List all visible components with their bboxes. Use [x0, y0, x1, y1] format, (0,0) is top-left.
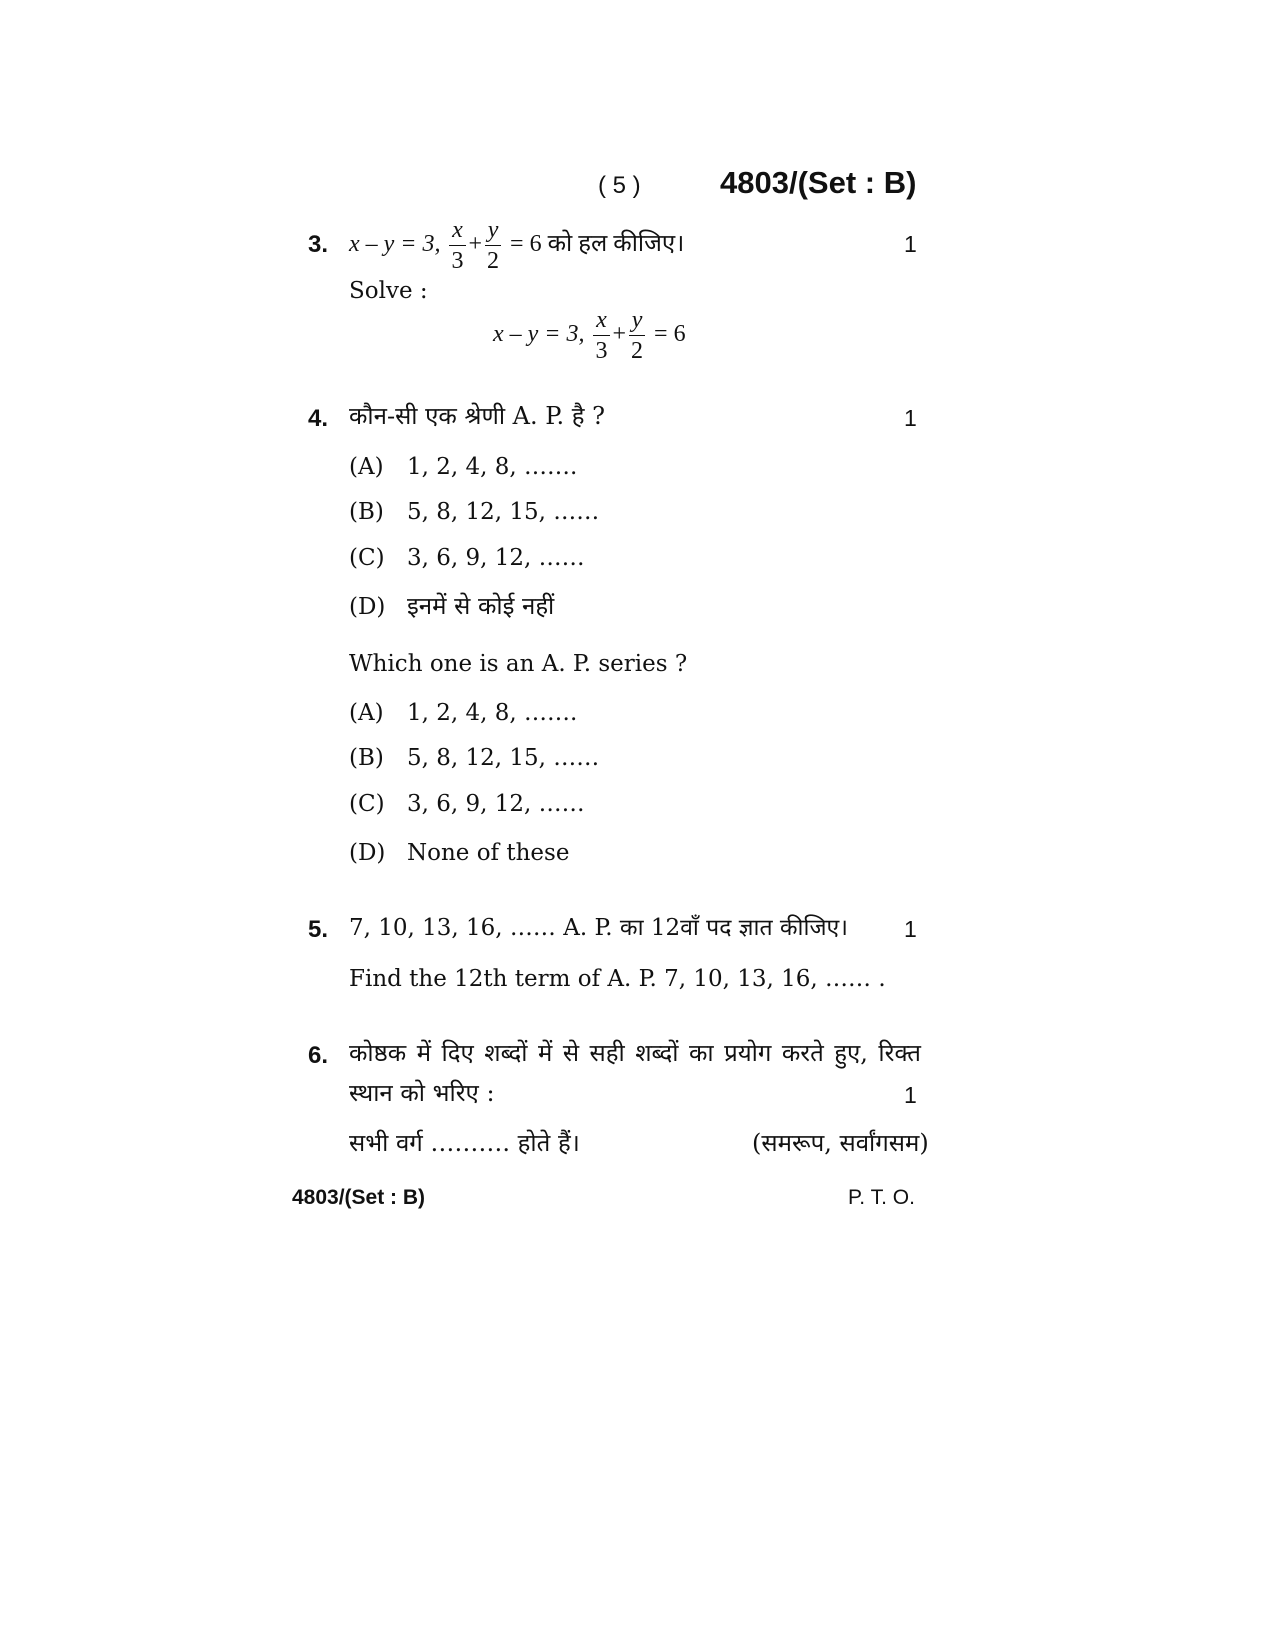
option-c [349, 789, 585, 819]
option-b [349, 497, 599, 527]
option-label: (D) [349, 594, 386, 620]
frac-numerator: x [593, 308, 610, 336]
q6-hindi-line2: स्थान को भरिए : [349, 1079, 495, 1107]
option-b [349, 743, 599, 773]
footer-code: 4803/(Set : B) [292, 1186, 426, 1209]
frac-denominator: 3 [451, 248, 464, 274]
question-number: 6. [308, 1042, 329, 1069]
q3-rhs: = 6 [654, 321, 686, 348]
q3-lhs: x – y = 3, [349, 231, 441, 258]
marks: 1 [904, 231, 917, 257]
q6-sentence: सभी वर्ग ………. होते हैं। [349, 1129, 580, 1157]
option-label: (D) [349, 840, 386, 866]
q3-hindi-text: को हल कीजिए। [547, 231, 685, 258]
question-number: 5. [308, 916, 329, 943]
page-number: ( 5 ) [598, 172, 641, 199]
q3-fraction-y-2 [484, 218, 502, 273]
option-text: None of these [407, 840, 570, 866]
question-number: 4. [308, 405, 329, 432]
option-label: (C) [349, 545, 385, 571]
option-label: (C) [349, 791, 385, 817]
option-c [349, 543, 585, 573]
marks: 1 [904, 405, 917, 431]
q3-fraction-x-3 [593, 308, 611, 363]
q4-hindi-question: कौन-सी एक श्रेणी A. P. है ? [349, 402, 606, 430]
option-d [349, 838, 569, 868]
option-d [349, 591, 554, 622]
q3-hindi-equation [349, 218, 684, 273]
q3-lhs: x – y = 3, [493, 321, 585, 348]
option-text: 1, 2, 4, 8, ……. [407, 700, 578, 726]
paper-code-header: 4803/(Set : B) [720, 165, 917, 200]
q3-english-equation [493, 308, 686, 363]
q6-hindi-line1: कोष्ठक में दिए शब्दों में से सही शब्दों का प्रयोग करते हुए, रिक्त [349, 1039, 921, 1067]
plus-sign: + [612, 321, 627, 348]
option-text: 5, 8, 12, 15, …… [407, 745, 600, 771]
frac-denominator: 2 [487, 248, 500, 274]
option-label: (A) [349, 700, 384, 726]
option-label: (A) [349, 454, 384, 480]
option-text: 1, 2, 4, 8, ……. [407, 454, 578, 480]
footer-pto: P. T. O. [848, 1186, 915, 1209]
marks: 1 [904, 1082, 917, 1108]
question-number: 3. [308, 231, 329, 258]
option-text: 3, 6, 9, 12, …… [407, 545, 585, 571]
q5-hindi-question: 7, 10, 13, 16, …… A. P. का 12वाँ पद ज्ञात कीजिए। [349, 915, 848, 941]
option-text: 5, 8, 12, 15, …… [407, 499, 600, 525]
q3-rhs: = 6 [510, 231, 542, 258]
option-label: (B) [349, 745, 384, 771]
option-text: इनमें से कोई नहीं [407, 592, 555, 620]
q6-options: (समरूप, सर्वांगसम) [752, 1129, 929, 1157]
q3-solve-label: Solve : [349, 278, 428, 304]
q3-fraction-y-2 [628, 308, 646, 363]
frac-numerator: x [449, 218, 466, 246]
option-text: 3, 6, 9, 12, …… [407, 791, 585, 817]
frac-denominator: 3 [595, 338, 608, 364]
marks: 1 [904, 916, 917, 942]
option-a [349, 452, 577, 482]
q3-fraction-x-3 [449, 218, 467, 273]
frac-numerator: y [629, 308, 646, 336]
option-label: (B) [349, 499, 384, 525]
plus-sign: + [468, 231, 483, 258]
q4-english-question: Which one is an A. P. series ? [349, 651, 688, 677]
option-a [349, 698, 577, 728]
q5-english-question: Find the 12th term of A. P. 7, 10, 13, 16, …… . [349, 966, 886, 992]
frac-denominator: 2 [631, 338, 644, 364]
frac-numerator: y [485, 218, 502, 246]
